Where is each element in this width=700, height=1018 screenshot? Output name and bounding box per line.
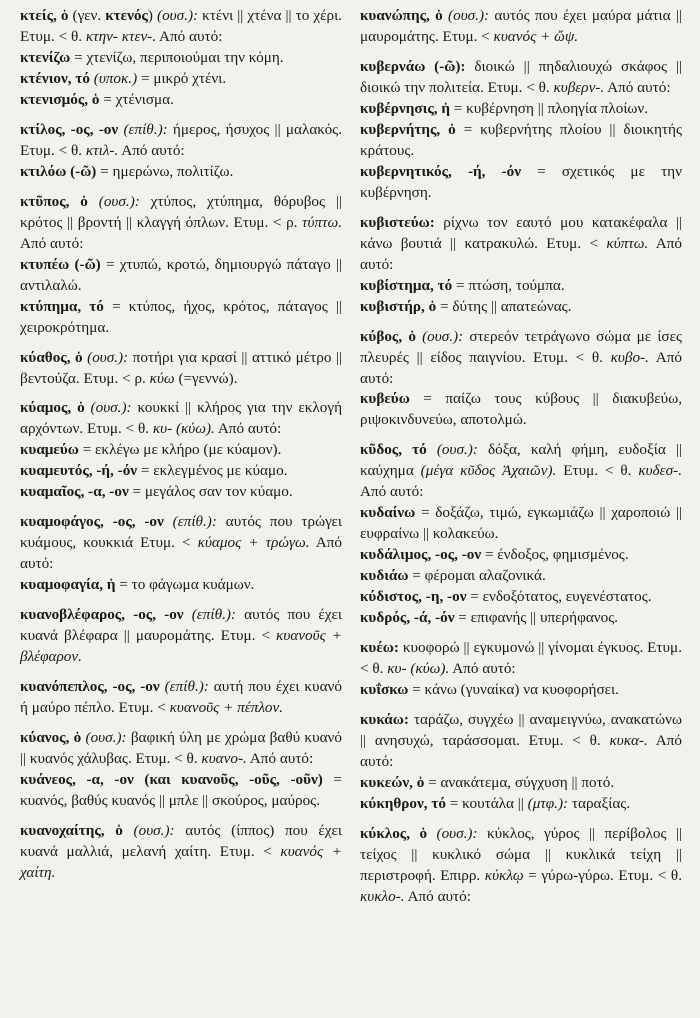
headword: κυδάλιμος, -ος, -ον [360, 546, 482, 564]
headword: κυδαίνω [360, 504, 416, 522]
entry-definition [360, 638, 682, 680]
headword: κυανοχαίτης, ὁ [20, 821, 123, 839]
definition-text: = σχετικός με την κυβέρνηση. [360, 162, 682, 201]
derived-entry [20, 162, 342, 183]
headword: κυαμεύω [20, 441, 79, 459]
italic-text: κτιλ-. [85, 141, 119, 159]
headword: κυαμαῖος, -α, -ον [20, 483, 129, 501]
italic-text: (ουσ.): [85, 729, 127, 747]
derived-entry [360, 389, 682, 431]
headword: κτενίζω [20, 48, 71, 66]
italic-text: (επίθ.): [172, 513, 217, 531]
definition-text: Από αυτό: [449, 660, 516, 678]
italic-text: τύπτω. [302, 213, 342, 231]
italic-text: κυκλο-. [360, 887, 405, 905]
definition-text: Από αυτό: [360, 348, 682, 387]
definition-text [164, 513, 173, 530]
derived-entry [360, 120, 682, 162]
definition-text: = χτένισμα. [99, 90, 174, 108]
italic-text: κυβο-. [610, 348, 649, 366]
entry-definition [360, 57, 682, 99]
definition-text: ποτήρι για κρασί || αττικό μέτρο || βεντούζα. Ετυμ. < ρ. [20, 348, 343, 387]
headword: κύκηθρον, τό [360, 794, 446, 812]
dictionary-entry [360, 710, 682, 815]
entry-definition [360, 710, 682, 773]
definition-text [123, 822, 134, 839]
italic-text: κυβερν-. [553, 78, 605, 96]
derived-entry [360, 276, 682, 297]
headword: κύαθος, ὁ [20, 348, 83, 366]
definition-text: = χτυπώ, κροτώ, δημιουργώ πάταγο || αντιλαλώ. [20, 255, 342, 294]
headword: κτενισμός, ὁ [20, 90, 100, 108]
headword: κυαμοφάγος, -ος, -ον [20, 513, 164, 531]
definition-text: αυτή που έχει κυανό ή μαύρο πέπλο. Ετυμ. < [20, 678, 342, 717]
definition-text: αυτός (ίππος) που έχει κυανά μαλλιά, μελανή χαίτη. Ετυμ. < [20, 821, 343, 860]
dictionary-entry [20, 512, 342, 596]
entry-definition [360, 824, 682, 908]
derived-entry [360, 566, 682, 587]
italic-text: (ουσ.): [90, 399, 132, 417]
entry-definition [360, 327, 682, 390]
headword: κτίλος, -ος, -ον [20, 120, 119, 138]
definition-text: κτένι || χτένα || το χέρι. Ετυμ. < θ. [20, 7, 343, 45]
entry-definition [360, 213, 682, 276]
headword: κυέω: [360, 639, 399, 657]
definition-text: = μεγάλος σαν τον κύαμο. [128, 483, 293, 501]
italic-text: κυανός + χαίτη. [20, 842, 342, 881]
definition-text: Από αυτό: [20, 234, 84, 252]
definition-text: Από αυτό: [20, 534, 342, 573]
headword: κυανώπης, ὁ [360, 7, 443, 24]
italic-text: κυ- (κύω). [152, 420, 215, 438]
italic-text: κυανοῦς + πέπλον. [169, 699, 284, 717]
dictionary-entry [20, 6, 342, 111]
definition-text: Από αυτό: [246, 750, 314, 767]
headword: κυάνεος, -α, -ον (και κυανοῦς, -οῦς, -οῦν) [20, 770, 323, 788]
headword: κύδιστος, -η, -ον [360, 588, 467, 606]
definition-text: κυοφορώ || εγκυμονώ || γίνομαι έγκυος. Ετυμ. < θ. [360, 639, 682, 678]
italic-text: (επίθ.): [164, 678, 209, 696]
definition-text: = χτενίζω, περιποιούμαι την κόμη. [70, 48, 284, 66]
entry-definition [20, 120, 342, 162]
dictionary-entry [360, 213, 682, 318]
italic-text: (ουσ.): [87, 348, 129, 366]
headword: κυδρός, -ά, -όν [360, 609, 455, 627]
headword: κυαμευτός, -ή, -όν [20, 462, 138, 480]
definition-text: κύκλος, γύρος || περίβολος || τείχος || κυκλικό σώμα || κυκλικά τείχη || περιστροφή. Επιρρ. [360, 824, 682, 884]
definition-text: = κυανός, βαθύς κυανός || μπλε || σκούρος, μαύρος. [20, 770, 342, 809]
definition-text [88, 193, 99, 210]
dictionary-entry [20, 821, 342, 884]
definition-text: κουκκί || κλήρος για την εκλογή αρχόντων. Ετυμ. < θ. [20, 399, 343, 438]
italic-text: κυανο-. [201, 750, 247, 767]
definition-text: = κάνω (γυναίκα) να κυοφορήσει. [408, 681, 619, 699]
right-column [360, 6, 682, 1018]
dictionary-entry [360, 6, 682, 48]
definition-text: Από αυτό: [604, 78, 671, 96]
definition-text: Από αυτό: [360, 483, 424, 501]
italic-text: (ουσ.): [436, 824, 478, 842]
definition-text [427, 441, 437, 458]
headword: κυβερνήτης, ὁ [360, 120, 456, 138]
entry-definition [360, 6, 682, 48]
derived-entry [20, 297, 342, 339]
italic-text: (ουσ.): [157, 7, 199, 24]
definition-text: βαφική ύλη με χρώμα βαθύ κυανό || κυανός χάλυβας. Ετυμ. < θ. [20, 729, 343, 767]
derived-entry [360, 794, 682, 815]
definition-text: = ανακάτεμα, σύγχυση || ποτό. [424, 773, 615, 791]
derived-entry [20, 69, 342, 90]
entry-definition [20, 605, 342, 668]
definition-text: ) [147, 7, 158, 24]
headword: κυκάω: [360, 711, 409, 729]
derived-entry [360, 162, 682, 204]
definition-text: Από αυτό: [118, 141, 185, 159]
headword: κτιλόω (-ῶ) [20, 162, 97, 180]
italic-text: (ουσ.): [422, 327, 464, 345]
definition-text: = εκλεγμένος με κύαμο. [137, 462, 288, 480]
definition-text: = το φάγωμα κυάμων. [115, 576, 255, 594]
headword: κυβερνάω (-ῶ): [360, 57, 466, 75]
italic-text: κτην- κτεν-. [85, 27, 157, 45]
derived-entry [360, 680, 682, 701]
headword: κτυπέω (-ῶ) [20, 255, 101, 273]
definition-text: = δύτης || απατεώνας. [436, 297, 572, 315]
headword: κυανοβλέφαρος, -ος, -ον [20, 606, 184, 624]
definition-text: (γεν. [68, 7, 106, 24]
definition-text: (=γεννώ). [174, 369, 238, 387]
definition-text: χτύπος, χτύπημα, θόρυβος || κρότος || βροντή || κλαγγή όπλων. Ετυμ. < ρ. [20, 192, 342, 231]
dictionary-entry [360, 57, 682, 204]
definition-text: ρίχνω τον εαυτό μου κατακέφαλα || κάνω βουτιά || κατρακυλώ. Ετυμ. < [360, 213, 682, 252]
derived-entry [20, 255, 342, 297]
italic-text: κύω [149, 369, 175, 387]
definition-text: = πτώση, τούμπα. [452, 276, 565, 294]
definition-text: Από αυτό: [360, 732, 682, 770]
dictionary-entry [20, 605, 342, 668]
derived-entry [20, 770, 342, 812]
left-column [20, 6, 342, 1018]
definition-text: = εκλέγω με κλήρο (με κύαμον). [78, 441, 282, 459]
dictionary-entry [20, 192, 342, 339]
headword: κυβιστεύω: [360, 213, 435, 231]
definition-text: = κουτάλα || [446, 794, 528, 812]
definition-text: = γύρω-γύρω. Ετυμ. < θ. [523, 866, 682, 884]
headword: κτενός [105, 7, 148, 24]
definition-text: αυτός που έχει κυανά βλέφαρα || μαυρομάτης. Ετυμ. < [20, 606, 342, 645]
headword: κτῦπος, ὁ [20, 192, 88, 210]
italic-text: κυδεσ-. [638, 462, 682, 480]
dictionary-entry [20, 120, 342, 183]
definition-text: αυτός που έχει μαύρα μάτια || μαυρομάτης. Ετυμ. < [360, 7, 682, 45]
headword: κύανος, ὁ [20, 729, 82, 747]
entry-definition [20, 512, 342, 575]
entry-definition [20, 348, 342, 390]
derived-entry [360, 503, 682, 545]
definition-text: ταραξίας. [568, 794, 631, 812]
headword: κυβεύω [360, 390, 410, 408]
italic-text: κυκα-. [609, 732, 648, 749]
headword: κυβιστήρ, ὁ [360, 297, 437, 315]
definition-text [184, 606, 192, 623]
definition-text: = ένδοξος, φημισμένος. [481, 546, 629, 564]
derived-entry [360, 545, 682, 566]
definition-text: = κτύπος, ήχος, κρότος, πάταγος || χειροκρότημα. [20, 297, 342, 336]
derived-entry [360, 773, 682, 794]
definition-text: αυτός που τρώγει κυάμους, κουκκιά Ετυμ. < [20, 513, 342, 552]
definition-text: διοικώ || πηδαλιουχώ σκάφος || διοικώ την πολιτεία. Ετυμ. < θ. [360, 57, 682, 96]
entry-definition [20, 677, 342, 719]
entry-definition [20, 192, 342, 255]
derived-entry [360, 587, 682, 608]
headword: κυβίστημα, τό [360, 276, 453, 294]
definition-text: ταράζω, συγχέω || αναμειγνύω, ανακατώνω || ανησυχώ, ταράσσομαι. Ετυμ. < θ. [360, 711, 682, 749]
headword: κύκλος, ὁ [360, 824, 428, 842]
definition-text: = δοξάζω, τιμώ, εγκωμιάζω || χαροποιώ || ευφραίνω || κολακεύω. [360, 504, 682, 543]
headword: κύβος, ὁ [360, 327, 416, 345]
dictionary-entry [360, 638, 682, 701]
derived-entry [20, 461, 342, 482]
italic-text: κύκλῳ [484, 866, 524, 884]
definition-text: = φέρομαι αλαζονικά. [408, 567, 546, 585]
italic-text: (ουσ.): [436, 441, 478, 459]
dictionary-entry [360, 824, 682, 908]
derived-entry [20, 482, 342, 503]
headword: κῦδος, τό [360, 441, 427, 459]
italic-text: κυ- (κύω). [387, 660, 450, 678]
headword: κτύπημα, τό [20, 297, 104, 315]
definition-text: Από αυτό: [360, 234, 682, 273]
headword: κυανόπεπλος, -ος, -ον [20, 678, 160, 696]
entry-definition [20, 6, 342, 48]
headword: κύαμος, ὁ [20, 399, 85, 417]
derived-entry [360, 99, 682, 120]
headword: κυΐσκω [360, 681, 409, 699]
italic-text: κυανός + ὤψ. [493, 27, 579, 45]
italic-text: κύπτω. [606, 234, 649, 252]
headword: κυδιάω [360, 567, 409, 585]
definition-text: Από αυτό: [156, 27, 223, 45]
definition-text: ήμερος, ήσυχος || μαλακός. Ετυμ. < θ. [20, 120, 342, 159]
headword: κυαμοφαγία, ἡ [20, 576, 116, 594]
italic-text: (ουσ.): [133, 821, 175, 839]
dictionary-entry [360, 440, 682, 629]
definition-text: Από αυτό: [404, 887, 471, 905]
dictionary-entry [20, 348, 342, 390]
headword: κυκεών, ὁ [360, 773, 425, 791]
definition-text: Από αυτό: [214, 420, 282, 438]
entry-definition [20, 821, 342, 884]
definition-text: = παίζω τους κύβους || διακυβεύω, ριψοκινδυνεύω, αποτολμώ. [360, 390, 682, 429]
italic-text: (μτφ.): [527, 794, 569, 812]
headword: κυβερνητικός, -ή, -όν [360, 162, 522, 180]
italic-text: (υποκ.) [93, 69, 138, 87]
definition-text: = κυβέρνηση || πλοηγία πλοίων. [449, 99, 649, 117]
definition-text: Ετυμ. < θ. [556, 462, 639, 480]
headword: κτείς, ὁ [20, 7, 69, 24]
dictionary-entry [20, 677, 342, 719]
headword: κτένιον, τό [20, 69, 90, 87]
dictionary-entry [20, 398, 342, 503]
derived-entry [360, 297, 682, 318]
definition-text: = κυβερνήτης πλοίου || διοικητής κράτους. [360, 120, 682, 159]
definition-text: = ημερώνω, πολιτίζω. [96, 162, 234, 180]
definition-text [427, 825, 436, 842]
italic-text: (επίθ.): [123, 120, 168, 138]
derived-entry [20, 575, 342, 596]
italic-text: (ουσ.): [98, 192, 140, 210]
italic-text: κύαμος + τρώγω. [197, 534, 310, 552]
definition-text: = ενδοξότατος, ευγενέστατος. [466, 588, 652, 606]
italic-text: (ουσ.): [448, 7, 490, 24]
headword: κυβέρνησις, ἡ [360, 99, 450, 117]
italic-text: (μέγα κῦδος Ἀχαιῶν). [420, 462, 557, 480]
definition-text: = επιφανής || υπερήφανος. [454, 609, 619, 627]
definition-text: στερεόν τετράγωνο σώμα με ίσες πλευρές || είδος παιγνίου. Ετυμ. < θ. [360, 327, 683, 366]
entry-definition [360, 440, 682, 503]
entry-definition [20, 398, 342, 440]
dictionary-entry [360, 327, 682, 432]
dictionary-entry [20, 728, 342, 812]
derived-entry [20, 90, 342, 111]
derived-entry [360, 608, 682, 629]
definition-text: = μικρό χτένι. [137, 69, 227, 87]
italic-text: (επίθ.): [191, 606, 236, 624]
entry-definition [20, 728, 342, 770]
definition-text: δόξα, καλή φήμη, ευδοξία || καύχημα [360, 441, 682, 480]
derived-entry [20, 48, 342, 69]
italic-text: κυανοῦς + βλέφαρον. [20, 627, 342, 666]
derived-entry [20, 440, 342, 461]
